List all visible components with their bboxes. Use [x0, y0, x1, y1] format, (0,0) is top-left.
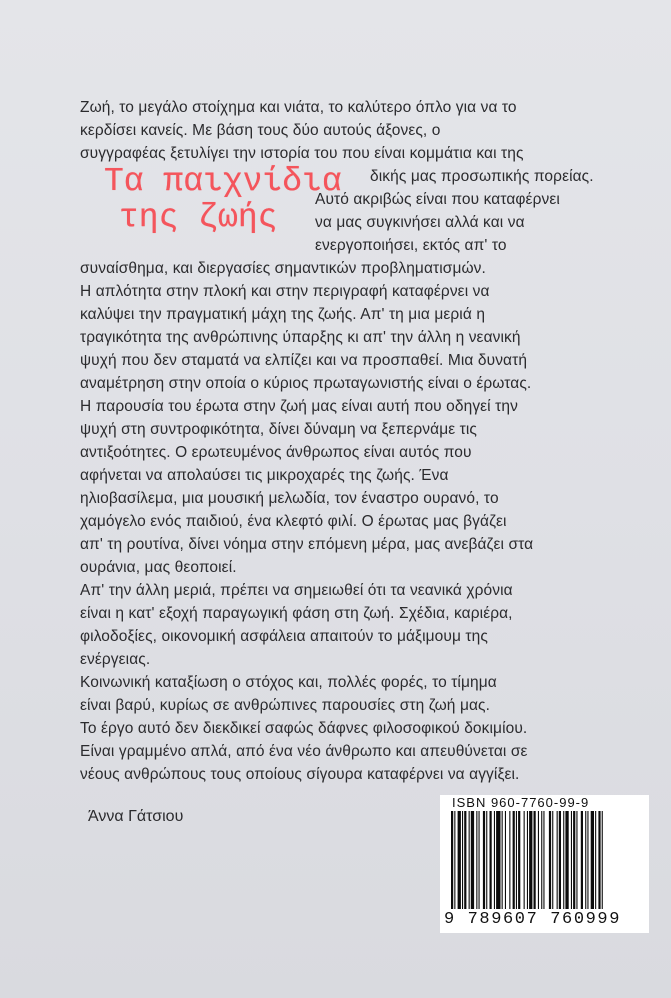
barcode-bars	[447, 811, 643, 909]
barcode-bar	[549, 811, 551, 909]
book-title-line-1: Τα παιχνίδια	[104, 163, 342, 200]
text-line: απ' τη ρουτίνα, δίνει νόημα στην επόμενη μέρα, μας ανεβάζει στα	[80, 536, 534, 553]
barcode-bar	[571, 811, 572, 909]
text-line: είναι βαρύ, κυρίως σε ανθρώπινες παρουσίες στη ζωή μας.	[80, 697, 491, 714]
text-line: ψυχή που δεν σταματά να ελπίζει και να προσπαθεί. Μια δυνατή	[80, 352, 528, 369]
barcode-bar	[529, 811, 532, 909]
text-line: δικής μας προσωπικής πορείας.	[370, 168, 594, 185]
barcode-bar	[462, 811, 463, 909]
text-line: είναι η κατ' εξοχή παραγωγική φάση στη ζωή. Σχέδια, καριέρα,	[80, 605, 513, 622]
barcode-bar	[458, 811, 461, 909]
barcode-bar	[502, 811, 503, 909]
barcode-bar	[563, 811, 564, 909]
barcode-bar	[518, 811, 520, 909]
barcode-bar	[598, 811, 600, 909]
text-line: να μας συγκινήσει αλλά και να	[315, 214, 525, 231]
barcode-bar	[486, 811, 487, 909]
barcode-bar	[505, 811, 506, 909]
text-line: ηλιοβασίλεμα, μια μουσική μελωδία, τον έναστρο ουρανό, το	[80, 490, 499, 507]
barcode-bar	[516, 811, 517, 909]
barcode-bar	[565, 811, 568, 909]
barcode-bar	[576, 811, 577, 909]
barcode-bar	[587, 811, 588, 909]
barcode-bar	[591, 811, 594, 909]
barcode-bar	[483, 811, 485, 909]
text-line: ψυχή στη συντροφικότητα, δίνει δύναμη να ξεπερνάμε τις	[80, 421, 477, 438]
barcode-bar	[476, 811, 477, 909]
barcode-bar	[573, 811, 575, 909]
barcode-bar	[538, 811, 539, 909]
barcode-bar	[602, 811, 603, 909]
text-line: χαμόγελο ενός παιδιού, ένα κλεφτό φιλί. Ο έρωτας μας βγάζει	[80, 513, 507, 530]
barcode-bar	[469, 811, 470, 909]
barcode-bar	[552, 811, 553, 909]
author-name: Άννα Γάτσιου	[88, 808, 184, 825]
text-line: Η απλότητα στην πλοκή και στην περιγραφή καταφέρνει να	[80, 283, 490, 300]
barcode-bar	[454, 811, 455, 909]
barcode-bar	[513, 811, 515, 909]
barcode-digits: 9 789607 760999	[444, 910, 622, 929]
text-line: νέους ανθρώπους τους οποίους σίγουρα καταφέρνει να αγγίξει.	[80, 766, 520, 783]
barcode-bar	[581, 811, 583, 909]
barcode-bar	[557, 811, 558, 909]
text-line: Το έργο αυτό δεν διεκδικεί σαφώς δάφνες φιλοσοφικού δοκιμίου.	[80, 720, 528, 737]
barcode-bar	[534, 811, 536, 909]
text-line: ενεργοποιήσει, εκτός απ' το	[315, 237, 507, 254]
text-line: καλύψει την πραγματική μάχη της ζωής. Απ' τη μια μεριά η	[80, 306, 486, 323]
text-line: συγγραφέας ξετυλίγει την ιστορία του που είναι κομμάτια και της	[80, 145, 524, 162]
barcode-bar	[471, 811, 474, 909]
text-line: Κοινωνική καταξίωση ο στόχος και, πολλές φορές, το τίμημα	[80, 674, 497, 691]
barcode-bar	[559, 811, 561, 909]
text-line: αναμέτρηση στην οποία ο κύριος πρωταγωνιστής είναι ο έρωτας.	[80, 375, 532, 392]
barcode-bar	[509, 811, 510, 909]
text-line: Αυτό ακριβώς είναι που καταφέρνει	[315, 191, 560, 208]
barcode-bar	[451, 811, 453, 909]
text-line: Ζωή, το μεγάλο στοίχημα και νιάτα, το καλύτερο όπλο για να το	[80, 99, 517, 116]
text-line: κερδίσει κανείς. Με βάση τους δύο αυτούς άξονες, ο	[80, 122, 441, 139]
barcode-bar	[527, 811, 528, 909]
barcode-bar	[464, 811, 466, 909]
text-line: φιλοδοξίες, οικονομική ασφάλεια απαιτούν το μάξιμουμ της	[80, 628, 488, 645]
isbn-label: ISBN 960-7760-99-9	[452, 795, 590, 810]
text-line: ενέργειας.	[80, 651, 151, 668]
barcode-bar	[524, 811, 525, 909]
text-line: Η παρουσία του έρωτα στην ζωή μας είναι αυτή που οδηγεί την	[80, 398, 518, 415]
text-line: Είναι γραμμένο απλά, από ένα νέο άνθρωπο και απευθύνεται σε	[80, 743, 528, 760]
barcode-bar	[494, 811, 495, 909]
isbn-barcode	[440, 795, 649, 933]
barcode-bar	[595, 811, 596, 909]
text-line: Απ' την άλλη μεριά, πρέπει να σημειωθεί ότι τα νεανικά χρόνια	[80, 582, 513, 599]
barcode-bar	[541, 811, 542, 909]
text-line: αντιξοότητες. Ο ερωτευμένος άνθρωπος είναι αυτός που	[80, 444, 472, 461]
barcode-bar	[543, 811, 544, 909]
text-line: συναίσθημα, και διεργασίες σημαντικών προβληματισμών.	[80, 260, 486, 277]
barcode-bar	[479, 811, 480, 909]
barcode-bar	[585, 811, 586, 909]
barcode-bar	[490, 811, 492, 909]
text-line: ουράνια, μας θεοποιεί.	[80, 559, 237, 576]
book-title-line-2: της ζωής	[119, 199, 278, 236]
text-line: τραγικότητα της ανθρώπινης ύπαρξης κι απ' την άλλη η νεανική	[80, 329, 521, 346]
barcode-bar	[496, 811, 500, 909]
text-line: αφήνεται να απολαύσει τις μικροχαρές της ζωής. Ένα	[80, 467, 449, 484]
